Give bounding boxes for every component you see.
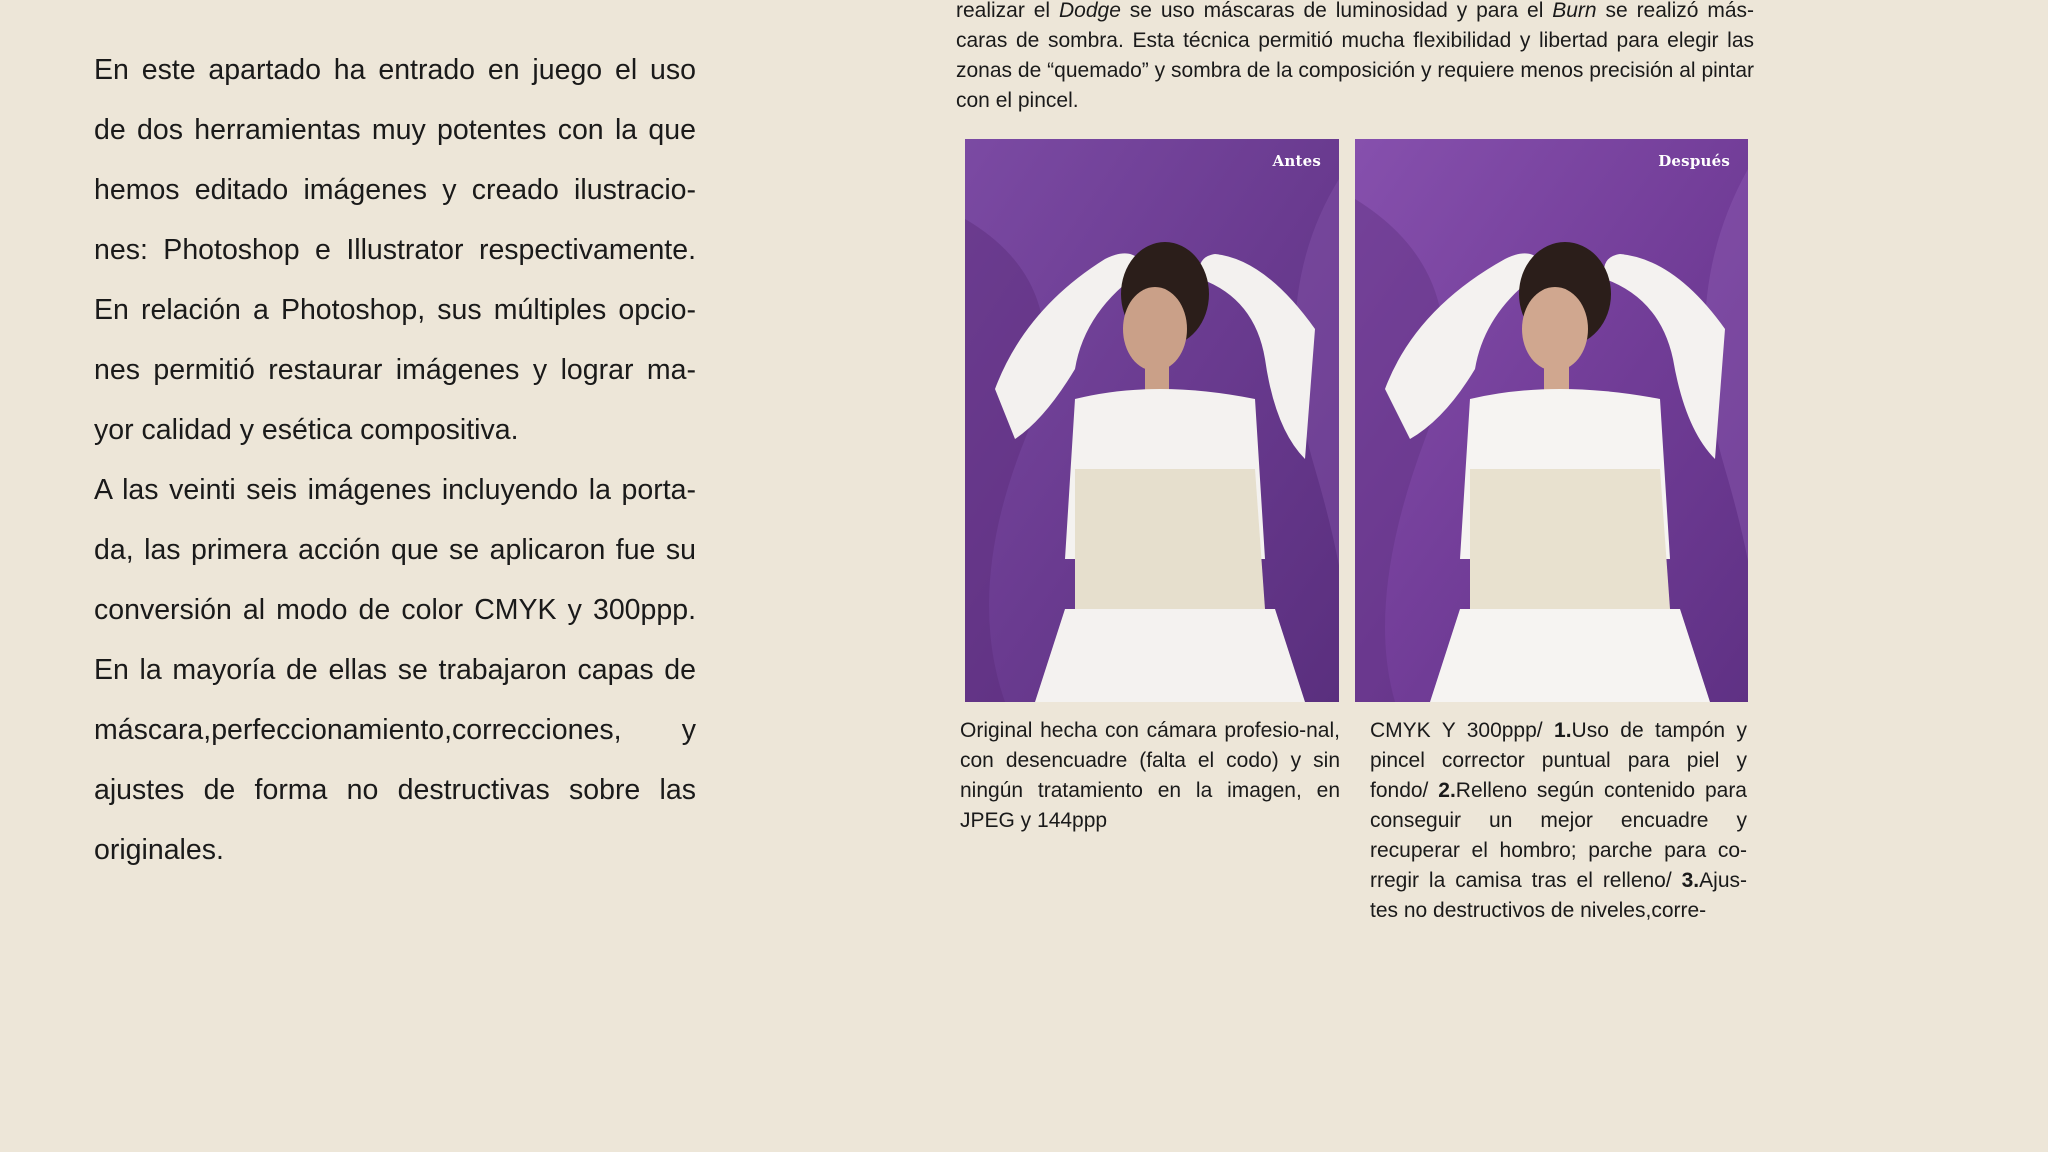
after-label: Después bbox=[1658, 152, 1730, 170]
photo-after-illustration bbox=[1355, 139, 1748, 702]
caption-after-intro: CMYK Y 300ppp/ bbox=[1370, 719, 1555, 742]
dodge-term: Dodge bbox=[1058, 0, 1121, 22]
before-label: Antes bbox=[1272, 152, 1321, 170]
photo-before bbox=[965, 139, 1339, 702]
top-text-part-2: se uso máscaras de luminosidad y para el bbox=[1120, 0, 1553, 22]
burn-term: Burn bbox=[1552, 0, 1597, 22]
left-column-text bbox=[94, 40, 696, 880]
step-text-1: Uso de tampón y pincel corrector puntual para piel y fondo/ bbox=[1370, 719, 1747, 802]
top-paragraph bbox=[956, 0, 1754, 116]
photo-after bbox=[1355, 139, 1748, 702]
top-text-part-3: se realizó más-caras de sombra. Esta técnica permitió mucha flexibilidad y libertad para elegir las zonas de “quemado” y sombra de la composición y requiere menos precisión al pintar con el pincel. bbox=[956, 0, 1754, 112]
top-text-part-1: realizar el bbox=[956, 0, 1059, 22]
step-number-1: 1. bbox=[1554, 719, 1572, 742]
caption-after bbox=[1370, 716, 1747, 926]
body-paragraph-1: En este apartado ha entrado en juego el uso de dos herramientas muy potentes con la que hemos editado imágenes y creado ilustracio-nes: Photoshop e Illustrator respectivamente. En relación a Photoshop, sus múltiples opcio-nes permitió restaurar imágenes y lograr ma-yor calidad y esética compositiva. bbox=[94, 54, 696, 446]
step-number-3: 3. bbox=[1681, 869, 1700, 892]
step-number-2: 2. bbox=[1438, 779, 1456, 802]
body-paragraph-2: A las veinti seis imágenes incluyendo la porta-da, las primera acción que se aplicaron fue su conversión al modo de color CMYK y 300ppp. En la mayoría de ellas se trabajaron capas de máscara,perfeccionamiento,correcciones, y ajustes de forma no destructivas sobre las originales. bbox=[94, 474, 696, 866]
step-text-3: Ajus-tes no destructivos de niveles,corre- bbox=[1370, 869, 1747, 922]
photo-before-illustration bbox=[965, 139, 1339, 702]
step-text-2: Relleno según contenido para conseguir un mejor encuadre y recuperar el hombro; parche para co-rregir la camisa tras el relleno/ bbox=[1370, 779, 1747, 892]
caption-before: Original hecha con cámara profesio-nal, con desencuadre (falta el codo) y sin ningún tratamiento en la imagen, en JPEG y 144ppp bbox=[960, 719, 1340, 832]
